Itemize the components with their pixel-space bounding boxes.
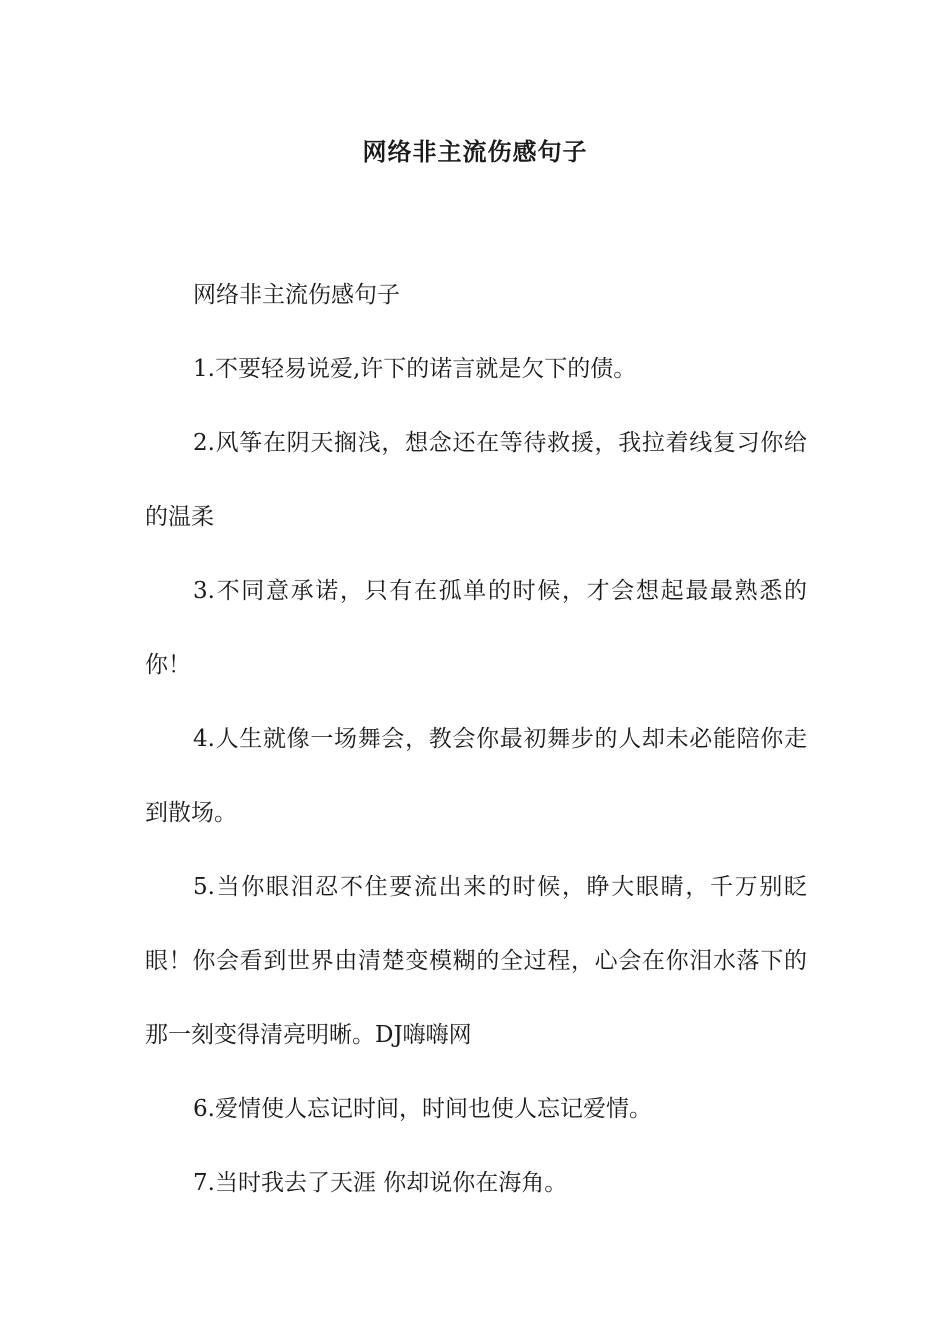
subtitle-paragraph: 网络非主流伤感句子 — [193, 282, 400, 308]
quote-paragraph-6: 6.爱情使人忘记时间，时间也使人忘记爱情。 — [193, 1096, 652, 1122]
page-title: 网络非主流伤感句子 — [362, 137, 588, 166]
quote-paragraph-2: 2.风筝在阴天搁浅，想念还在等待救援，我拉着线复习你给的温柔 — [145, 430, 807, 530]
quote-paragraph-1: 1.不要轻易说爱,许下的诺言就是欠下的债。 — [193, 356, 637, 382]
quote-paragraph-3: 3.不同意承诺，只有在孤单的时候，才会想起最最熟悉的你！ — [145, 578, 807, 678]
document-body — [145, 258, 807, 1220]
quote-paragraph-4: 4.人生就像一场舞会，教会你最初舞步的人却未必能陪你走到散场。 — [145, 726, 807, 826]
quote-paragraph-7: 7.当时我去了天涯 你却说你在海角。 — [193, 1170, 568, 1196]
quote-paragraph-5: 5.当你眼泪忍不住要流出来的时候，睁大眼睛，千万别眨眼！你会看到世界由清楚变模糊的全过程，心会在你泪水落下的那一刻变得清亮明晰。DJ嗨嗨网 — [145, 874, 807, 1048]
